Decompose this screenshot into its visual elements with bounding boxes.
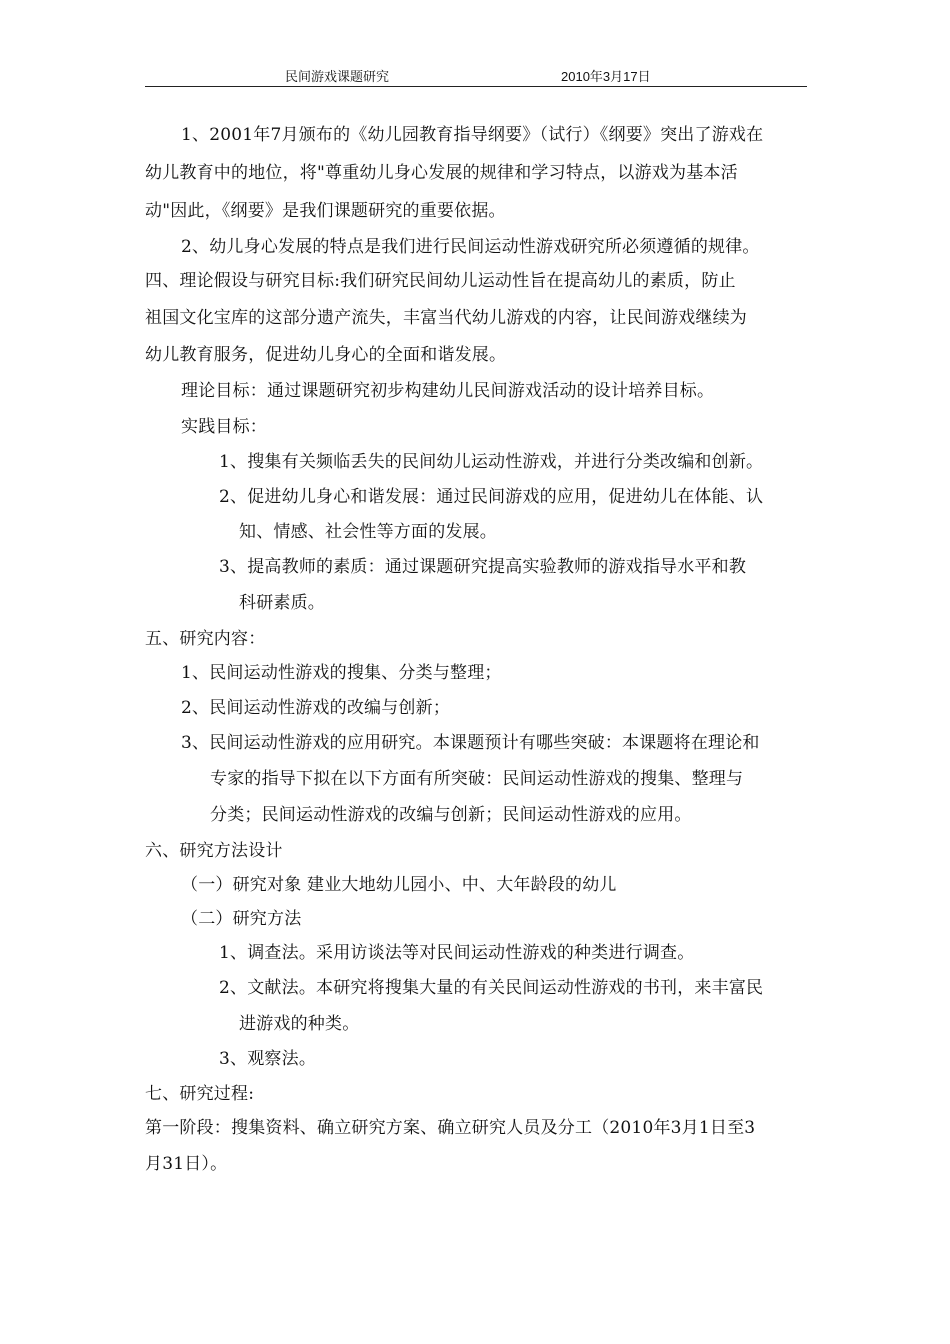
content-item: 2、民间运动性游戏的改编与创新； [181,698,451,718]
paragraph-line: 第一阶段：搜集资料、确立研究方案、确立研究人员及分工（2010年3月1日至3 [145,1118,756,1138]
method-item: 1、调查法。采用访谈法等对民间运动性游戏的种类进行调查。 [219,943,695,963]
paragraph-line: 幼儿教育服务，促进幼儿身心的全面和谐发展。 [145,345,507,365]
practice-goal-item: 2、促进幼儿身心和谐发展：通过民间游戏的应用，促进幼儿在体能、认 [219,487,764,507]
section-heading-6: 六、研究方法设计 [145,841,283,861]
section-heading-7: 七、研究过程: [145,1084,255,1104]
method-item: 3、观察法。 [219,1049,317,1069]
practice-goal-item-cont: 科研素质。 [239,593,325,613]
paragraph-line: 幼儿教育中的地位，将"尊重幼儿身心发展的规律和学习特点，以游戏为基本活 [145,163,738,183]
content-item: 3、民间运动性游戏的应用研究。本课题预计有哪些突破：本课题将在理论和 [181,733,760,753]
method-item-cont: 进游戏的种类。 [239,1014,360,1034]
paragraph-line: 动"因此，《纲要》是我们课题研究的重要依据。 [145,201,506,221]
paragraph-line: 1、2001年7月颁布的《幼儿园教育指导纲要》（试行）《纲要》突出了游戏在 [181,125,764,145]
paragraph-line: 月31日）。 [145,1154,228,1174]
header-date: 2010年3月17日 [561,69,651,84]
content-item-cont: 分类；民间运动性游戏的改编与创新；民间运动性游戏的应用。 [210,805,692,825]
subsection-heading: （一）研究对象 建业大地幼儿园小、中、大年龄段的幼儿 [181,875,617,895]
section-heading-5: 五、研究内容： [145,629,266,649]
practice-goal-item-cont: 知、情感、社会性等方面的发展。 [239,522,497,542]
content-item: 1、民间运动性游戏的搜集、分类与整理； [181,663,502,683]
method-item: 2、文献法。本研究将搜集大量的有关民间运动性游戏的书刊，来丰富民 [219,978,764,998]
practice-goal-item: 1、搜集有关频临丢失的民间幼儿运动性游戏，并进行分类改编和创新。 [219,452,764,472]
header-title: 民间游戏课题研究 [285,69,390,84]
content-item-cont: 专家的指导下拟在以下方面有所突破：民间运动性游戏的搜集、整理与 [210,769,744,789]
subsection-heading: （二）研究方法 [181,909,302,929]
practice-goal-item: 3、提高教师的素质：通过课题研究提高实验教师的游戏指导水平和教 [219,557,747,577]
section-heading-4: 四、理论假设与研究目标:我们研究民间幼儿运动性旨在提高幼儿的素质，防止 [145,271,736,291]
theory-goal: 理论目标：通过课题研究初步构建幼儿民间游戏活动的设计培养目标。 [181,381,715,401]
paragraph-line: 祖国文化宝库的这部分遗产流失，丰富当代幼儿游戏的内容，让民间游戏继续为 [145,308,747,328]
paragraph-line: 2、幼儿身心发展的特点是我们进行民间运动性游戏研究所必须遵循的规律。 [181,237,760,257]
practice-goal-label: 实践目标： [181,417,267,437]
page-header [145,64,807,87]
